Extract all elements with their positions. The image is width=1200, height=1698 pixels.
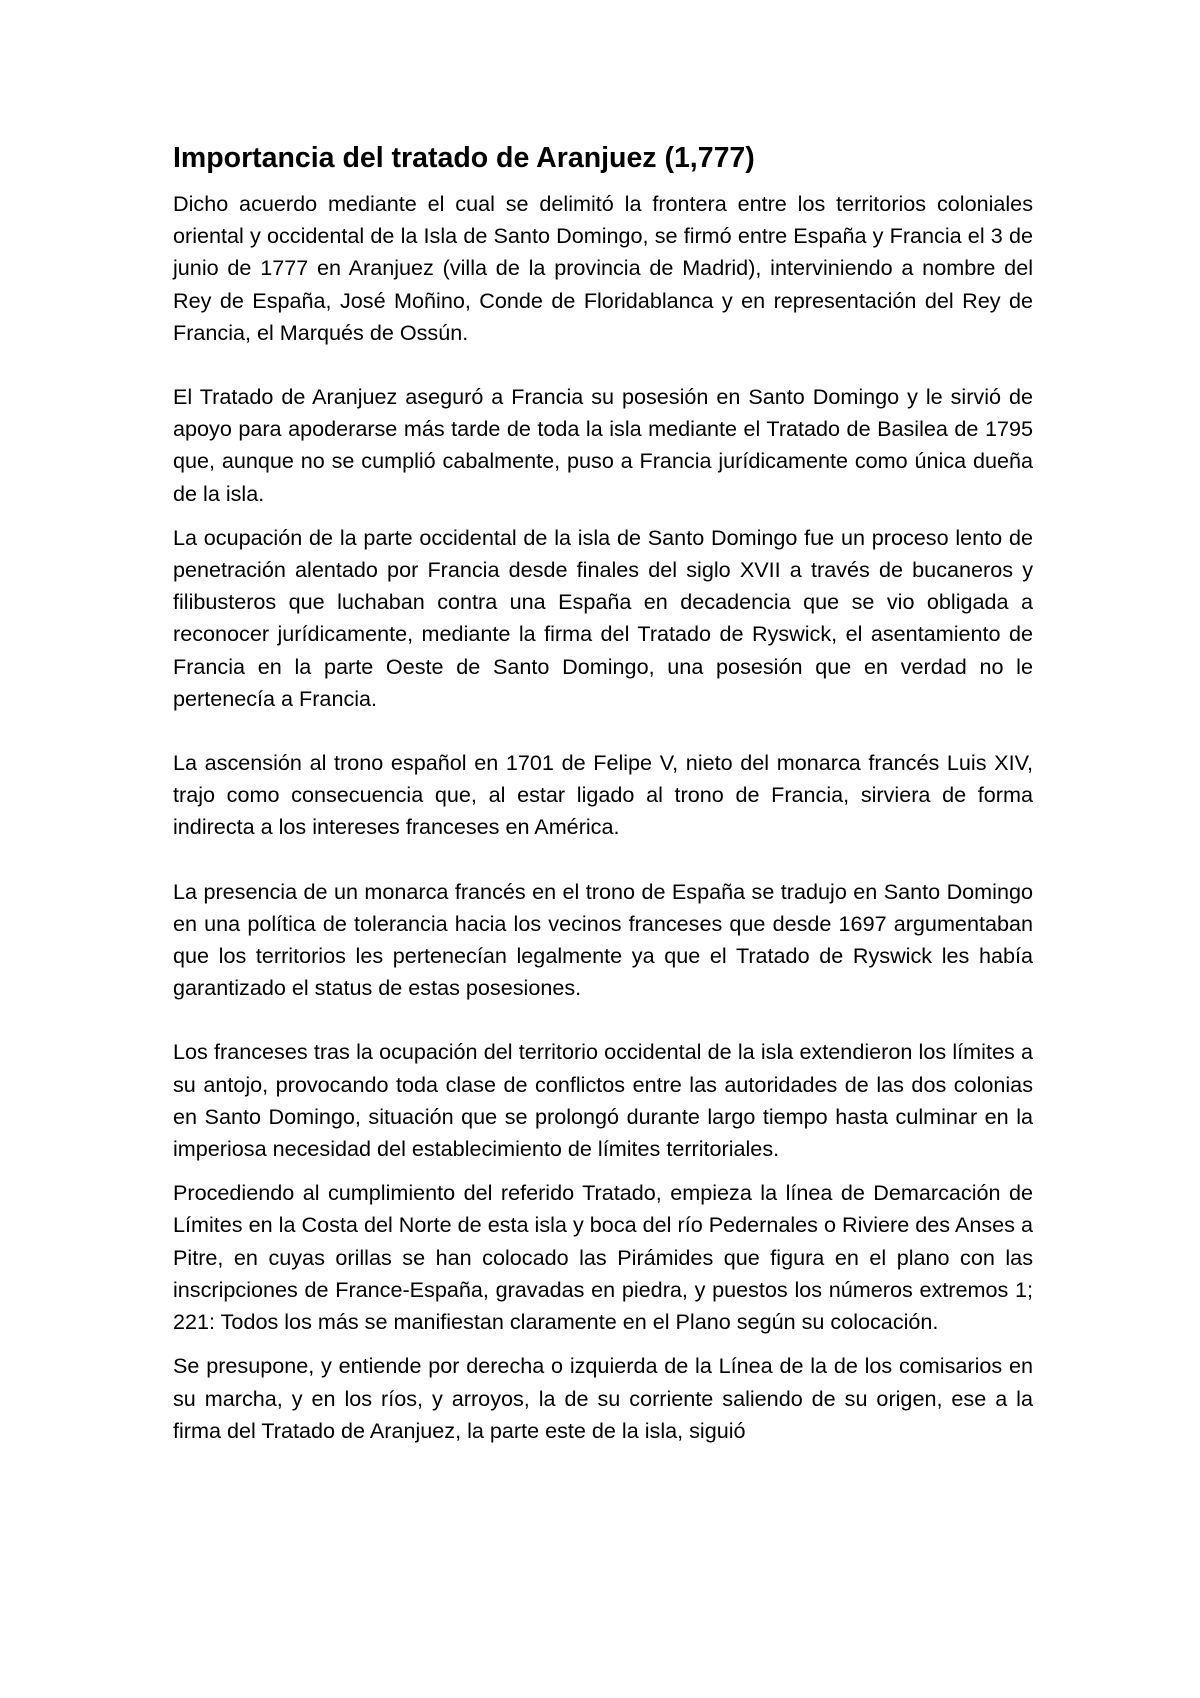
paragraph-7: Procediendo al cumplimiento del referido Tratado, empieza la línea de Demarcación de Límites en la Costa del Norte de esta isla y boca del río Pedernales o Riviere des Anses a Pitre, en cuyas orillas se han colocado las Pirámides que figura en el plano con las inscripciones de France-España, gravadas en piedra, y puestos los números extremos 1; 221: Todos los más se manifiestan claramente en el Plano según su colocación. — [173, 1180, 1033, 1335]
paragraph-1: Dicho acuerdo mediante el cual se delimitó la frontera entre los territorios coloniales oriental y occidental de la Isla de Santo Domingo, se firmó entre España y Francia el 3 de junio de 1777 en Aranjuez (villa de la provincia de Madrid), interviniendo a nombre del Rey de España, José Moñino, Conde de Floridablanca y en representación del Rey de Francia, el Marqués de Ossún. — [173, 191, 1033, 345]
document-title: Importancia del tratado de Aranjuez (1,777) — [173, 142, 755, 174]
paragraph-6: Los franceses tras la ocupación del territorio occidental de la isla extendieron los límites a su antojo, provocando toda clase de conflictos entre las autoridades de las dos colonias en Santo Domingo, situación que se prolongó durante largo tiempo hasta culminar en la imperiosa necesidad del establecimiento de límites territoriales. — [173, 1039, 1033, 1162]
paragraph-2: El Tratado de Aranjuez aseguró a Francia su posesión en Santo Domingo y le sirvió de apoyo para apoderarse más tarde de toda la isla mediante el Tratado de Basilea de 1795 que, aunque no se cumplió cabalmente, puso a Francia jurídicamente como única dueña de la isla. — [173, 384, 1033, 506]
document-page — [173, 140, 1033, 1447]
paragraph-5: La presencia de un monarca francés en el trono de España se tradujo en Santo Domingo en una política de tolerancia hacia los vecinos franceses que desde 1697 argumentaban que los territorios les pertenecían legalmente ya que el Tratado de Ryswick les había garantizado el status de estas posesiones. — [173, 878, 1033, 1001]
paragraph-4: La ascensión al trono español en 1701 de Felipe V, nieto del monarca francés Luis XIV, trajo como consecuencia que, al estar ligado al trono de Francia, sirviera de forma indirecta a los intereses franceses en América. — [173, 750, 1033, 840]
paragraph-8: Se presupone, y entiende por derecha o izquierda de la Línea de la de los comisarios en su marcha, y en los ríos, y arroyos, la de su corriente saliendo de su origen, ese a la firma del Tratado de Aranjuez, la parte este de la isla, siguió — [173, 1353, 1033, 1443]
paragraph-3: La ocupación de la parte occidental de la isla de Santo Domingo fue un proceso lento de penetración alentado por Francia desde finales del siglo XVII a través de bucaneros y filibusteros que luchaban contra una España en decadencia que se vio obligada a reconocer jurídicamente, mediante la firma del Tratado de Ryswick, el asentamiento de Francia en la parte Oeste de Santo Domingo, una posesión que en verdad no le pertenecía a Francia. — [173, 524, 1033, 711]
